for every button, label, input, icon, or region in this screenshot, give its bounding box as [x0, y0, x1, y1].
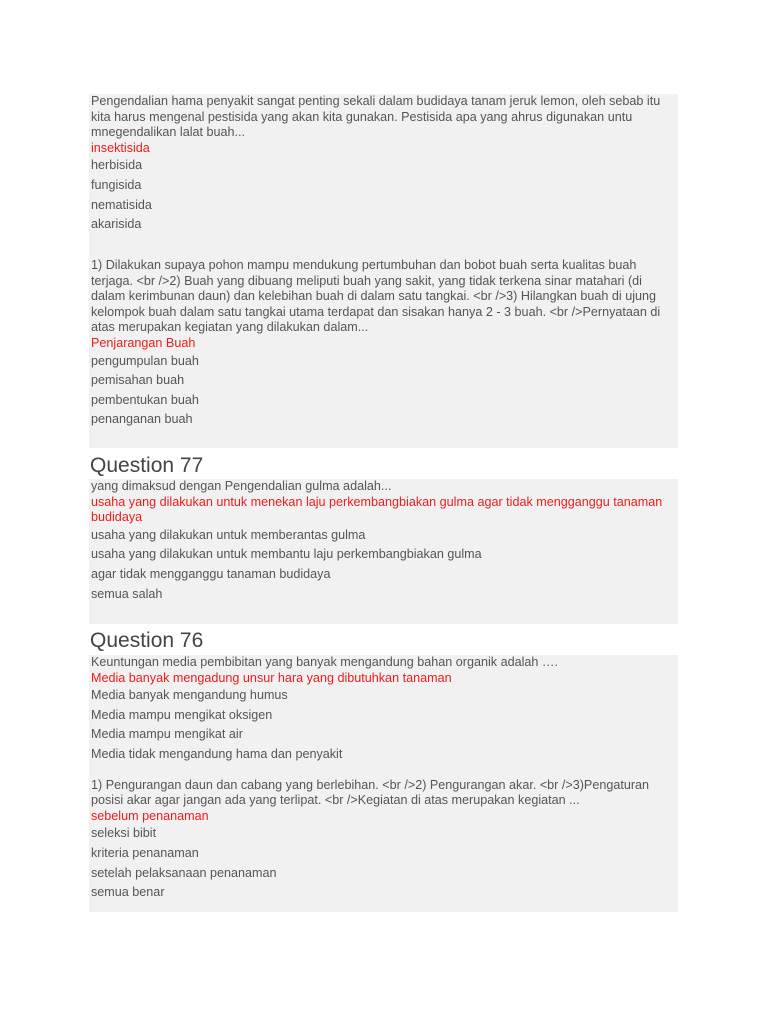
option: Media tidak mengandung hama dan penyakit	[91, 746, 343, 761]
question-text: yang dimaksud dengan Pengendalian gulma adalah...	[91, 479, 392, 493]
correct-answer: usaha yang dilakukan untuk menekan laju perkembangbiakan gulma agar tidak mengganggu tanaman budidaya	[91, 494, 663, 525]
options-list	[89, 824, 678, 902]
question-block-77	[89, 479, 678, 624]
correct-answer: Penjarangan Buah	[91, 335, 196, 350]
correct-answer: Media banyak mengadung unsur hara yang dibutuhkan tanaman	[91, 670, 452, 685]
options-list	[89, 352, 678, 430]
option: Media mampu mengikat oksigen	[91, 707, 273, 722]
correct-answer: insektisida	[91, 140, 150, 155]
question-block-76	[89, 655, 678, 912]
option: pemisahan buah	[91, 373, 185, 388]
option: Media banyak mengandung humus	[91, 688, 288, 703]
option: fungisida	[91, 177, 142, 192]
options-list	[89, 686, 678, 764]
option: agar tidak mengganggu tanaman budidaya	[91, 566, 331, 581]
option: semua salah	[91, 586, 163, 601]
option: akarisida	[91, 217, 142, 232]
option: pembentukan buah	[91, 392, 199, 407]
option: setelah pelaksanaan penanaman	[91, 865, 277, 880]
option: nematisida	[91, 197, 152, 212]
correct-answer: sebelum penanaman	[91, 808, 209, 823]
options-list	[89, 156, 678, 234]
option: pengumpulan buah	[91, 353, 199, 368]
question-block-2	[89, 242, 678, 448]
question-text: Keuntungan media pembibitan yang banyak mengandung bahan organik adalah ….	[91, 655, 559, 669]
option: kriteria penanaman	[91, 845, 199, 860]
option: usaha yang dilakukan untuk memberantas gulma	[91, 527, 366, 542]
option: herbisida	[91, 158, 143, 173]
option: semua benar	[91, 885, 165, 900]
question-text: 1) Pengurangan daun dan cabang yang berlebihan. <br />2) Pengurangan akar. <br />3)Pengaturan posisi akar agar jangan ada yang terlipat. <br />Kegiatan di atas merupakan kegiatan ...	[91, 777, 650, 808]
options-list	[89, 526, 678, 604]
option: usaha yang dilakukan untuk membantu laju perkembangbiakan gulma	[91, 547, 482, 562]
question-text: 1) Dilakukan supaya pohon mampu mendukung pertumbuhan dan bobot buah serta kualitas buah terjaga. <br />2) Buah yang dibuang meliputi buah yang sakit, yang tidak terkena sinar matahari (di dalam kerimbunan daun) dan kelebihan buah di dalam satu tangkai. <br />3) Hilangkan buah di ujung kelompok buah dalam satu tangkai utama terdapat dan sisakan hanya 2 - 3 buah. <br />Pernyataan di atas merupakan kegiatan yang dilakukan dalam...	[91, 258, 661, 335]
question-heading: Question 77	[90, 454, 204, 477]
option: penanganan buah	[91, 412, 193, 427]
question-text: Pengendalian hama penyakit sangat penting sekali dalam budidaya tanam jeruk lemon, oleh sebab itu kita harus mengenal pestisida yang akan kita gunakan. Pestisida apa yang ahrus digunakan untu mnegendalikan lalat buah...	[91, 94, 661, 140]
question-heading: Question 76	[90, 629, 204, 652]
option: Media mampu mengikat air	[91, 727, 243, 742]
question-block-1	[89, 94, 678, 242]
option: seleksi bibit	[91, 826, 157, 841]
